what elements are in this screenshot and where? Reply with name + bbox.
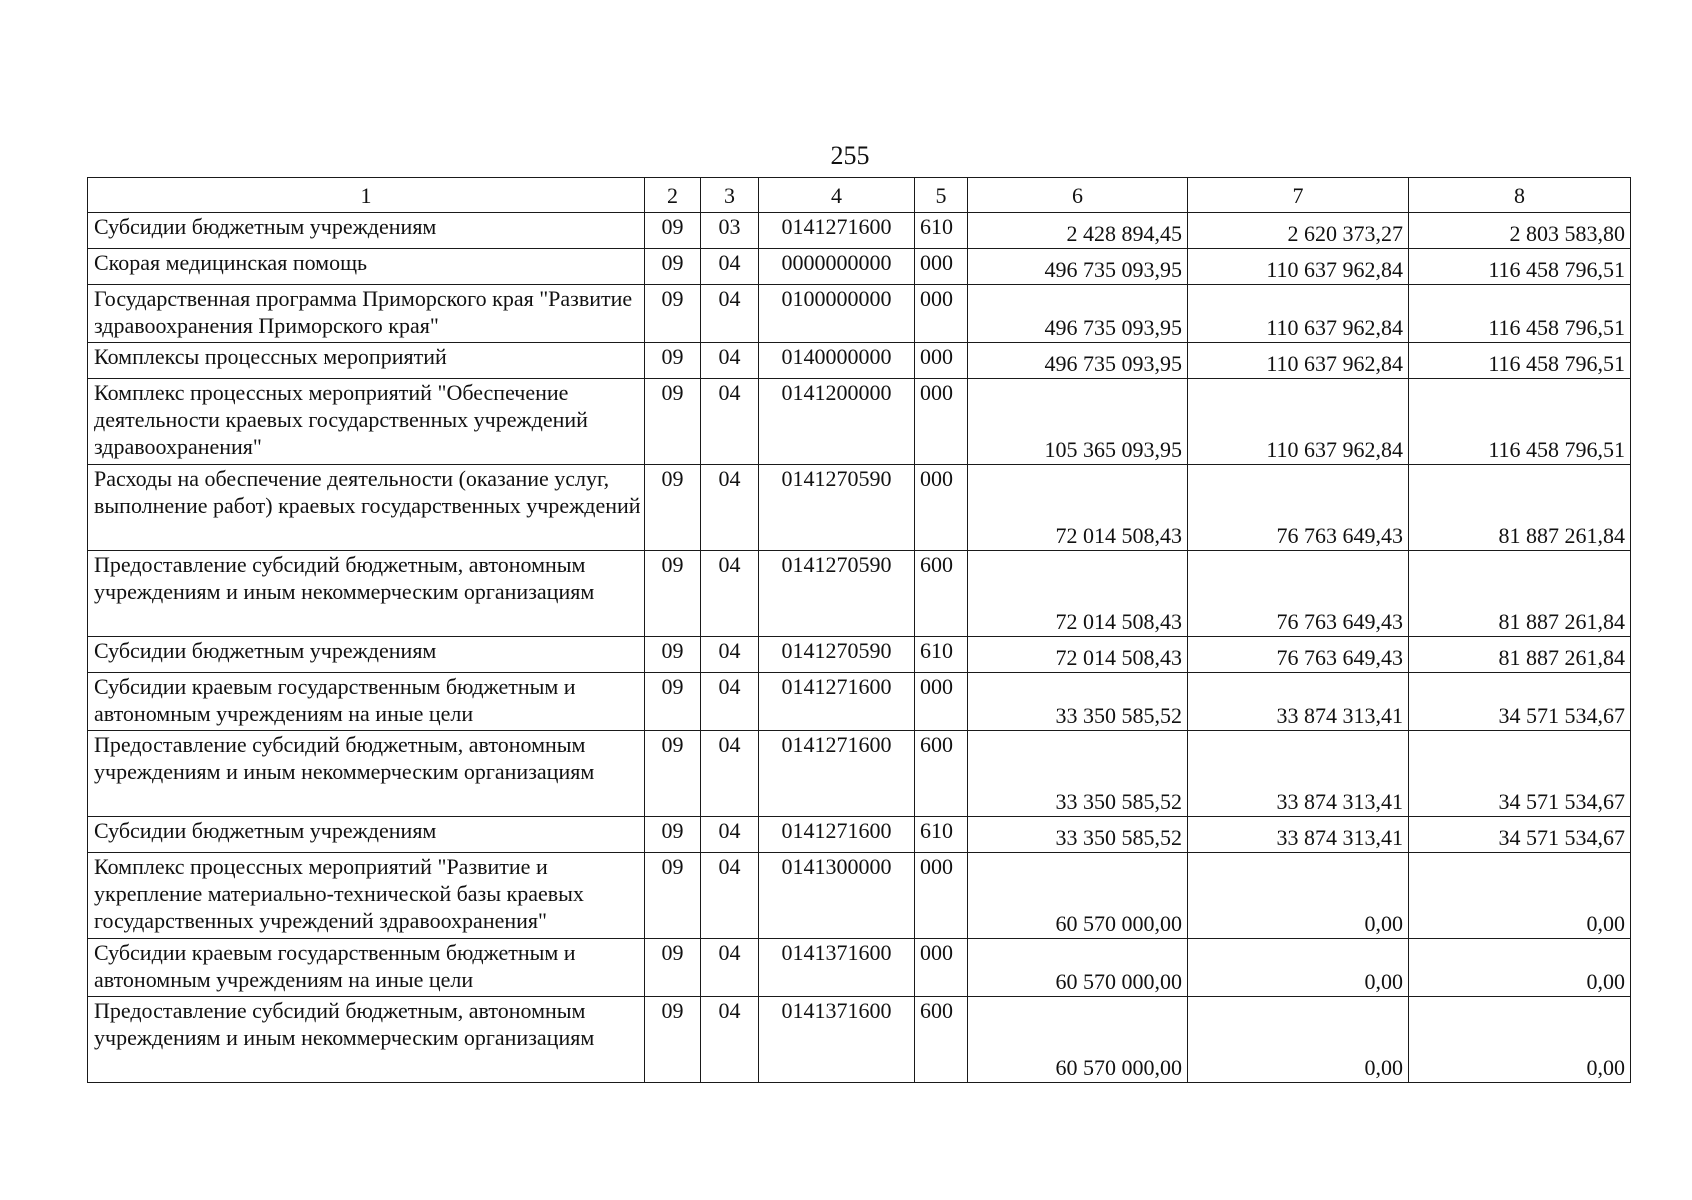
subsection-code-cell: 04 xyxy=(701,285,759,343)
table-row xyxy=(88,551,1631,637)
section-code-cell: 09 xyxy=(645,465,701,551)
table-row xyxy=(88,997,1631,1083)
subsection-code-cell: 04 xyxy=(701,343,759,379)
amount-col7-cell: 0,00 xyxy=(1188,853,1409,939)
amount-col7-cell: 2 620 373,27 xyxy=(1188,213,1409,249)
table-header-row xyxy=(88,178,1631,213)
amount-col7-cell: 33 874 313,41 xyxy=(1188,817,1409,853)
expense-type-cell: 000 xyxy=(915,939,968,997)
row-name-cell: Комплекс процессных мероприятий "Развитие и укрепление материально-технической базы краевых государственных учреждений здравоохранения" xyxy=(88,853,645,939)
amount-col7-cell: 76 763 649,43 xyxy=(1188,637,1409,673)
section-code-cell: 09 xyxy=(645,249,701,285)
amount-col8-cell: 116 458 796,51 xyxy=(1409,249,1631,285)
expense-type-cell: 600 xyxy=(915,731,968,817)
section-code-cell: 09 xyxy=(645,637,701,673)
section-code-cell: 09 xyxy=(645,379,701,465)
amount-col7-cell: 110 637 962,84 xyxy=(1188,249,1409,285)
section-code-cell: 09 xyxy=(645,731,701,817)
expense-type-cell: 000 xyxy=(915,249,968,285)
amount-col8-cell: 81 887 261,84 xyxy=(1409,551,1631,637)
target-article-cell: 0000000000 xyxy=(759,249,915,285)
page-number: 255 xyxy=(830,141,870,170)
table-row xyxy=(88,379,1631,465)
amount-col6-cell: 33 350 585,52 xyxy=(968,673,1188,731)
budget-table xyxy=(87,177,1631,1083)
subsection-code-cell: 04 xyxy=(701,673,759,731)
amount-col6-cell: 72 014 508,43 xyxy=(968,465,1188,551)
amount-col7-cell: 76 763 649,43 xyxy=(1188,551,1409,637)
amount-col8-cell: 116 458 796,51 xyxy=(1409,343,1631,379)
target-article-cell: 0141371600 xyxy=(759,939,915,997)
row-name-cell: Субсидии краевым государственным бюджетным и автономным учреждениям на иные цели xyxy=(88,939,645,997)
subsection-code-cell: 04 xyxy=(701,249,759,285)
amount-col8-cell: 116 458 796,51 xyxy=(1409,285,1631,343)
section-code-cell: 09 xyxy=(645,343,701,379)
table-row xyxy=(88,731,1631,817)
amount-col6-cell: 72 014 508,43 xyxy=(968,551,1188,637)
target-article-cell: 0141271600 xyxy=(759,213,915,249)
subsection-code-cell: 04 xyxy=(701,551,759,637)
amount-col6-cell: 60 570 000,00 xyxy=(968,853,1188,939)
table-row xyxy=(88,853,1631,939)
amount-col6-cell: 33 350 585,52 xyxy=(968,817,1188,853)
amount-col6-cell: 72 014 508,43 xyxy=(968,637,1188,673)
amount-col6-cell: 60 570 000,00 xyxy=(968,939,1188,997)
column-header: 7 xyxy=(1188,178,1409,213)
target-article-cell: 0141371600 xyxy=(759,997,915,1083)
amount-col7-cell: 0,00 xyxy=(1188,997,1409,1083)
amount-col8-cell: 81 887 261,84 xyxy=(1409,465,1631,551)
amount-col8-cell: 34 571 534,67 xyxy=(1409,673,1631,731)
section-code-cell: 09 xyxy=(645,817,701,853)
expense-type-cell: 610 xyxy=(915,213,968,249)
table-row xyxy=(88,817,1631,853)
section-code-cell: 09 xyxy=(645,213,701,249)
expense-type-cell: 610 xyxy=(915,817,968,853)
subsection-code-cell: 04 xyxy=(701,731,759,817)
expense-type-cell: 000 xyxy=(915,343,968,379)
section-code-cell: 09 xyxy=(645,939,701,997)
amount-col8-cell: 81 887 261,84 xyxy=(1409,637,1631,673)
row-name-cell: Предоставление субсидий бюджетным, автономным учреждениям и иным некоммерческим организациям xyxy=(88,731,645,817)
expense-type-cell: 610 xyxy=(915,637,968,673)
expense-type-cell: 000 xyxy=(915,853,968,939)
amount-col8-cell: 0,00 xyxy=(1409,997,1631,1083)
row-name-cell: Субсидии краевым государственным бюджетным и автономным учреждениям на иные цели xyxy=(88,673,645,731)
amount-col6-cell: 33 350 585,52 xyxy=(968,731,1188,817)
table-row xyxy=(88,673,1631,731)
target-article-cell: 0141300000 xyxy=(759,853,915,939)
subsection-code-cell: 04 xyxy=(701,817,759,853)
table-row xyxy=(88,465,1631,551)
amount-col8-cell: 116 458 796,51 xyxy=(1409,379,1631,465)
target-article-cell: 0140000000 xyxy=(759,343,915,379)
expense-type-cell: 000 xyxy=(915,673,968,731)
column-header: 8 xyxy=(1409,178,1631,213)
subsection-code-cell: 04 xyxy=(701,637,759,673)
expense-type-cell: 000 xyxy=(915,379,968,465)
target-article-cell: 0141270590 xyxy=(759,465,915,551)
amount-col6-cell: 60 570 000,00 xyxy=(968,997,1188,1083)
section-code-cell: 09 xyxy=(645,551,701,637)
target-article-cell: 0141270590 xyxy=(759,637,915,673)
table-row xyxy=(88,213,1631,249)
subsection-code-cell: 04 xyxy=(701,939,759,997)
row-name-cell: Предоставление субсидий бюджетным, автономным учреждениям и иным некоммерческим организациям xyxy=(88,551,645,637)
section-code-cell: 09 xyxy=(645,997,701,1083)
amount-col6-cell: 496 735 093,95 xyxy=(968,343,1188,379)
row-name-cell: Предоставление субсидий бюджетным, автономным учреждениям и иным некоммерческим организациям xyxy=(88,997,645,1083)
subsection-code-cell: 04 xyxy=(701,379,759,465)
subsection-code-cell: 04 xyxy=(701,997,759,1083)
amount-col6-cell: 105 365 093,95 xyxy=(968,379,1188,465)
column-header: 6 xyxy=(968,178,1188,213)
table-row xyxy=(88,285,1631,343)
amount-col8-cell: 0,00 xyxy=(1409,853,1631,939)
expense-type-cell: 600 xyxy=(915,997,968,1083)
subsection-code-cell: 03 xyxy=(701,213,759,249)
target-article-cell: 0141200000 xyxy=(759,379,915,465)
expense-type-cell: 600 xyxy=(915,551,968,637)
row-name-cell: Скорая медицинская помощь xyxy=(88,249,645,285)
column-header: 1 xyxy=(88,178,645,213)
subsection-code-cell: 04 xyxy=(701,853,759,939)
row-name-cell: Комплексы процессных мероприятий xyxy=(88,343,645,379)
section-code-cell: 09 xyxy=(645,673,701,731)
column-header: 2 xyxy=(645,178,701,213)
row-name-cell: Субсидии бюджетным учреждениям xyxy=(88,637,645,673)
amount-col8-cell: 0,00 xyxy=(1409,939,1631,997)
row-name-cell: Расходы на обеспечение деятельности (оказание услуг, выполнение работ) краевых государственных учреждений xyxy=(88,465,645,551)
amount-col8-cell: 34 571 534,67 xyxy=(1409,817,1631,853)
target-article-cell: 0141271600 xyxy=(759,817,915,853)
amount-col7-cell: 0,00 xyxy=(1188,939,1409,997)
amount-col7-cell: 76 763 649,43 xyxy=(1188,465,1409,551)
target-article-cell: 0141271600 xyxy=(759,731,915,817)
section-code-cell: 09 xyxy=(645,285,701,343)
column-header: 5 xyxy=(915,178,968,213)
amount-col6-cell: 496 735 093,95 xyxy=(968,249,1188,285)
expense-type-cell: 000 xyxy=(915,465,968,551)
row-name-cell: Субсидии бюджетным учреждениям xyxy=(88,817,645,853)
target-article-cell: 0141271600 xyxy=(759,673,915,731)
amount-col7-cell: 33 874 313,41 xyxy=(1188,673,1409,731)
target-article-cell: 0141270590 xyxy=(759,551,915,637)
expense-type-cell: 000 xyxy=(915,285,968,343)
amount-col7-cell: 33 874 313,41 xyxy=(1188,731,1409,817)
amount-col8-cell: 34 571 534,67 xyxy=(1409,731,1631,817)
row-name-cell: Комплекс процессных мероприятий "Обеспечение деятельности краевых государственных учреждений здравоохранения" xyxy=(88,379,645,465)
target-article-cell: 0100000000 xyxy=(759,285,915,343)
row-name-cell: Субсидии бюджетным учреждениям xyxy=(88,213,645,249)
subsection-code-cell: 04 xyxy=(701,465,759,551)
amount-col8-cell: 2 803 583,80 xyxy=(1409,213,1631,249)
table-row xyxy=(88,249,1631,285)
table-row xyxy=(88,637,1631,673)
row-name-cell: Государственная программа Приморского края "Развитие здравоохранения Приморского края" xyxy=(88,285,645,343)
amount-col7-cell: 110 637 962,84 xyxy=(1188,379,1409,465)
table-row xyxy=(88,343,1631,379)
amount-col7-cell: 110 637 962,84 xyxy=(1188,285,1409,343)
amount-col6-cell: 2 428 894,45 xyxy=(968,213,1188,249)
section-code-cell: 09 xyxy=(645,853,701,939)
column-header: 3 xyxy=(701,178,759,213)
amount-col6-cell: 496 735 093,95 xyxy=(968,285,1188,343)
column-header: 4 xyxy=(759,178,915,213)
table-row xyxy=(88,939,1631,997)
amount-col7-cell: 110 637 962,84 xyxy=(1188,343,1409,379)
